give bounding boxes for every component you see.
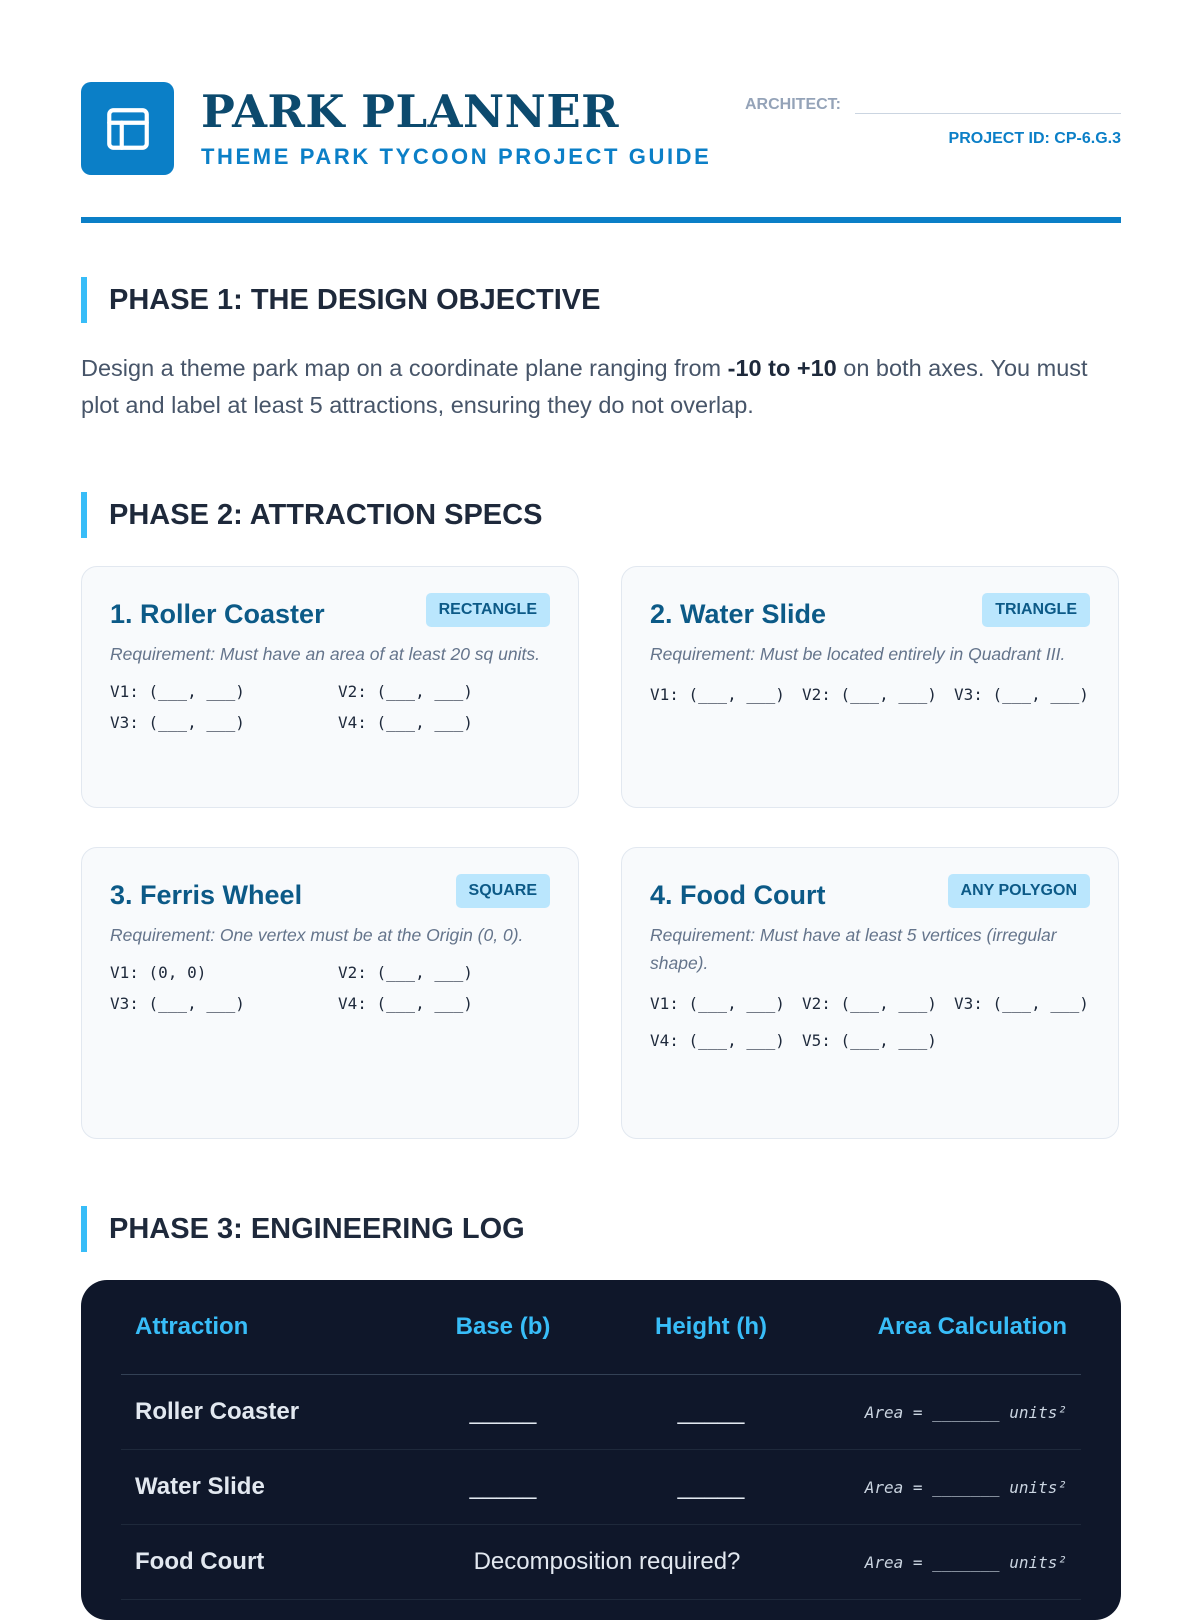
attraction-name: Roller Coaster xyxy=(121,1375,399,1450)
height-blank[interactable]: _____ xyxy=(607,1375,815,1450)
vertex-field[interactable]: V3: (___, ___) xyxy=(954,994,1089,1013)
column-header-height: Height (h) xyxy=(607,1280,815,1375)
requirement-text: Requirement: One vertex must be at the Origin (0, 0). xyxy=(110,925,524,945)
attraction-name: Food Court xyxy=(121,1525,399,1600)
area-calculation[interactable]: Area = _______ units² xyxy=(815,1375,1081,1450)
vertex-field[interactable]: V1: (___, ___) xyxy=(650,994,785,1013)
vertex-list xyxy=(110,963,550,1013)
vertex-field[interactable]: V2: (___, ___) xyxy=(338,963,473,982)
shape-badge: TRIANGLE xyxy=(982,593,1090,627)
area-calculation[interactable]: Area = _______ units² xyxy=(815,1450,1081,1525)
shape-badge: ANY POLYGON xyxy=(948,874,1090,908)
phase3-heading: PHASE 3: ENGINEERING LOG xyxy=(81,1206,525,1252)
shape-badge: SQUARE xyxy=(456,874,550,908)
attraction-card-water-slide xyxy=(621,566,1119,808)
vertex-field[interactable]: V2: (___, ___) xyxy=(802,994,937,1013)
column-header-area: Area Calculation xyxy=(815,1280,1081,1375)
table-header-row xyxy=(121,1280,1081,1375)
vertex-field[interactable]: V1: (___, ___) xyxy=(110,682,245,701)
attraction-card-roller-coaster xyxy=(81,566,579,808)
requirement-text: Requirement: Must have at least 5 vertices (irregular shape). xyxy=(650,925,1057,973)
engineering-log-table xyxy=(81,1280,1121,1620)
attraction-card-food-court xyxy=(621,847,1119,1139)
title-block xyxy=(201,86,711,170)
header xyxy=(81,82,1121,174)
vertex-field[interactable]: V4: (___, ___) xyxy=(338,994,473,1013)
card-title: 1. Roller Coaster xyxy=(110,599,325,629)
vertex-list xyxy=(650,991,1090,1053)
layout-icon xyxy=(81,82,174,175)
worksheet-page xyxy=(81,82,1121,1575)
vertex-field[interactable]: V4: (___, ___) xyxy=(650,1031,785,1050)
requirement-text: Requirement: Must be located entirely in Quadrant III. xyxy=(650,644,1066,664)
column-header-attraction: Attraction xyxy=(121,1280,399,1375)
project-id: PROJECT ID: CP-6.G.3 xyxy=(948,130,1121,147)
architect-input-line[interactable] xyxy=(855,113,1121,114)
height-blank[interactable]: _____ xyxy=(607,1450,815,1525)
vertex-list xyxy=(110,682,550,732)
card-title: 4. Food Court xyxy=(650,880,826,910)
phase1-heading: PHASE 1: THE DESIGN OBJECTIVE xyxy=(81,277,601,323)
vertex-field[interactable]: V5: (___, ___) xyxy=(802,1031,937,1050)
decomposition-note: Decomposition required? xyxy=(399,1525,815,1600)
vertex-field[interactable]: V3: (___, ___) xyxy=(954,685,1089,704)
architect-label: ARCHITECT: xyxy=(745,96,841,113)
phase2-heading: PHASE 2: ATTRACTION SPECS xyxy=(81,492,542,538)
shape-badge: RECTANGLE xyxy=(426,593,550,627)
intro-text-start: Design a theme park map on a coordinate plane ranging from xyxy=(81,355,728,381)
vertex-field: V1: (0, 0) xyxy=(110,963,207,982)
vertex-field[interactable]: V4: (___, ___) xyxy=(338,713,473,732)
card-title: 2. Water Slide xyxy=(650,599,827,629)
intro-text-end: on both axes. You must plot and label at least 5 attractions, ensuring they do not overlap. xyxy=(81,355,1088,418)
page-title: PARK PLANNER xyxy=(201,85,620,138)
column-header-base: Base (b) xyxy=(399,1280,607,1375)
attraction-card-ferris-wheel xyxy=(81,847,579,1139)
vertex-list xyxy=(650,682,1090,707)
base-blank[interactable]: _____ xyxy=(399,1375,607,1450)
card-title: 3. Ferris Wheel xyxy=(110,880,303,910)
page-subtitle: THEME PARK TYCOON PROJECT GUIDE xyxy=(201,144,712,169)
table-row xyxy=(121,1450,1081,1525)
phase1-description xyxy=(81,350,1121,424)
vertex-field[interactable]: V2: (___, ___) xyxy=(802,685,937,704)
attraction-name: Water Slide xyxy=(121,1450,399,1525)
table-row xyxy=(121,1375,1081,1450)
intro-range: -10 to +10 xyxy=(727,355,837,381)
table-row xyxy=(121,1525,1081,1600)
base-blank[interactable]: _____ xyxy=(399,1450,607,1525)
vertex-field[interactable]: V3: (___, ___) xyxy=(110,994,245,1013)
area-calculation[interactable]: Area = _______ units² xyxy=(815,1525,1081,1600)
vertex-field[interactable]: V2: (___, ___) xyxy=(338,682,473,701)
project-meta xyxy=(739,96,1121,148)
architect-field[interactable] xyxy=(739,96,1121,114)
vertex-field[interactable]: V1: (___, ___) xyxy=(650,685,785,704)
requirement-text: Requirement: Must have an area of at least 20 sq units. xyxy=(110,644,540,664)
header-divider xyxy=(81,217,1121,223)
vertex-field[interactable]: V3: (___, ___) xyxy=(110,713,245,732)
